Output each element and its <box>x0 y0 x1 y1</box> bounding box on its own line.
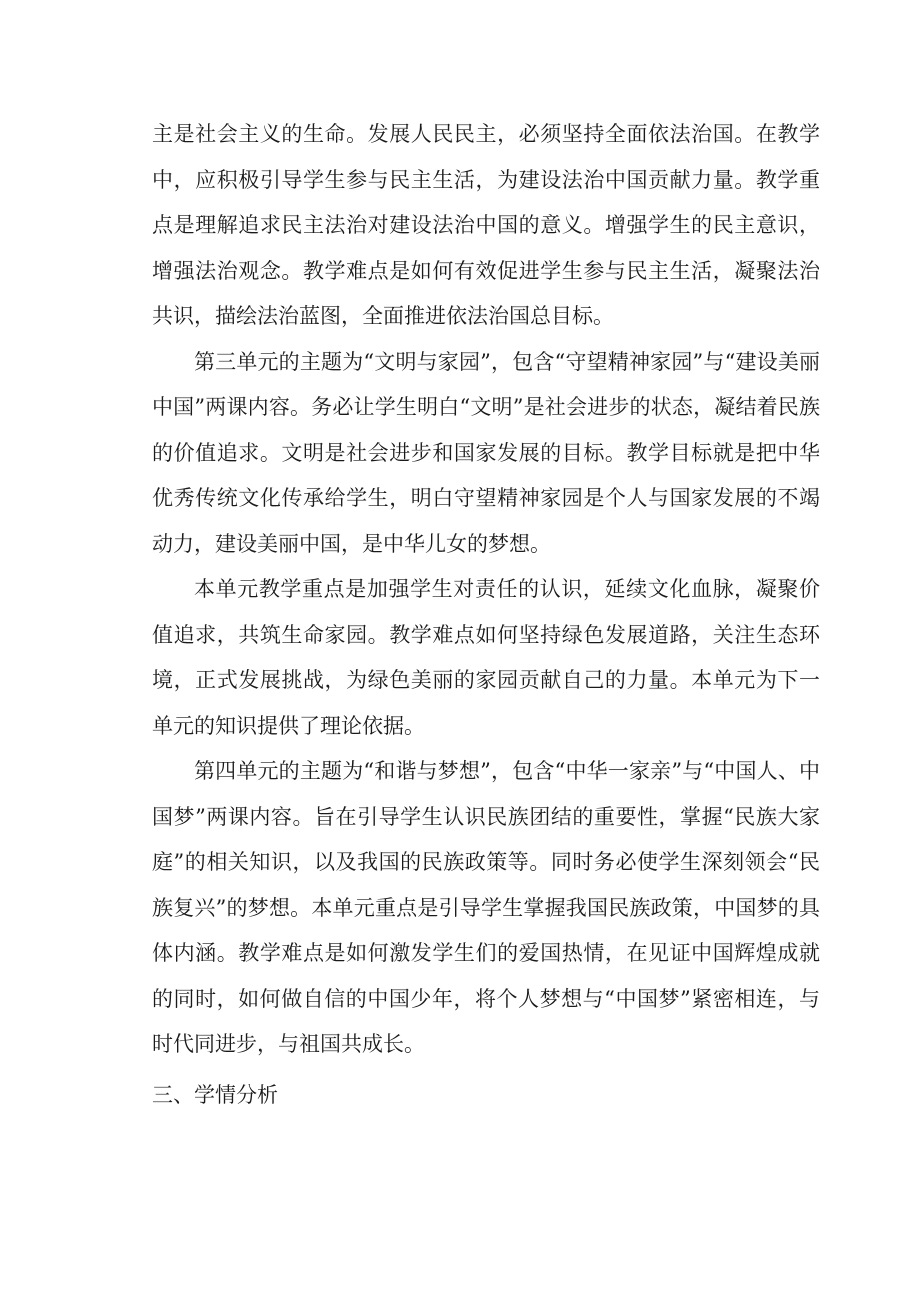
document-body <box>152 112 820 1118</box>
paragraph-unit-three-focus: 本单元教学重点是加强学生对责任的认识，延续文化血脉，凝聚价值追求，共筑生命家园。教学难点如何坚持绿色发展道路，关注生态环境，正式发展挑战，为绿色美丽的家园贡献自己的力量。本单元为下一单元的知识提供了理论依据。 <box>152 577 820 738</box>
paragraph-unit-three-theme: 第三单元的主题为“文明与家园”，包含“守望精神家园”与“建设美丽中国”两课内容。务必让学生明白“文明”是社会进步的状态，凝结着民族的价值追求。文明是社会进步和国家发展的目标。教学目标就是把中华优秀传统文化传承给学生，明白守望精神家园是个人与国家发展的不竭动力，建设美丽中国，是中华儿女的梦想。 <box>152 349 820 556</box>
section-heading-student-analysis: 三、学情分析 <box>152 1082 278 1107</box>
paragraph-democracy-rule-of-law: 主是社会主义的生命。发展人民民主，必须坚持全面依法治国。在教学中，应积极引导学生参与民主生活，为建设法治中国贡献力量。教学重点是理解追求民主法治对建设法治中国的意义。增强学生的民主意识，增强法治观念。教学难点是如何有效促进学生参与民主生活，凝聚法治共识，描绘法治蓝图，全面推进依法治国总目标。 <box>152 122 820 328</box>
paragraph-unit-four-theme: 第四单元的主题为“和谐与梦想”，包含“中华一家亲”与“中国人、中国梦”两课内容。旨在引导学生认识民族团结的重要性，掌握“民族大家庭”的相关知识，以及我国的民族政策等。同时务必使学生深刻领会“民族复兴”的梦想。本单元重点是引导学生掌握我国民族政策，中国梦的具体内涵。教学难点是如何激发学生们的爱国热情，在见证中国辉煌成就的同时，如何做自信的中国少年，将个人梦想与“中国梦”紧密相连，与时代同进步，与祖国共成长。 <box>152 759 820 1056</box>
